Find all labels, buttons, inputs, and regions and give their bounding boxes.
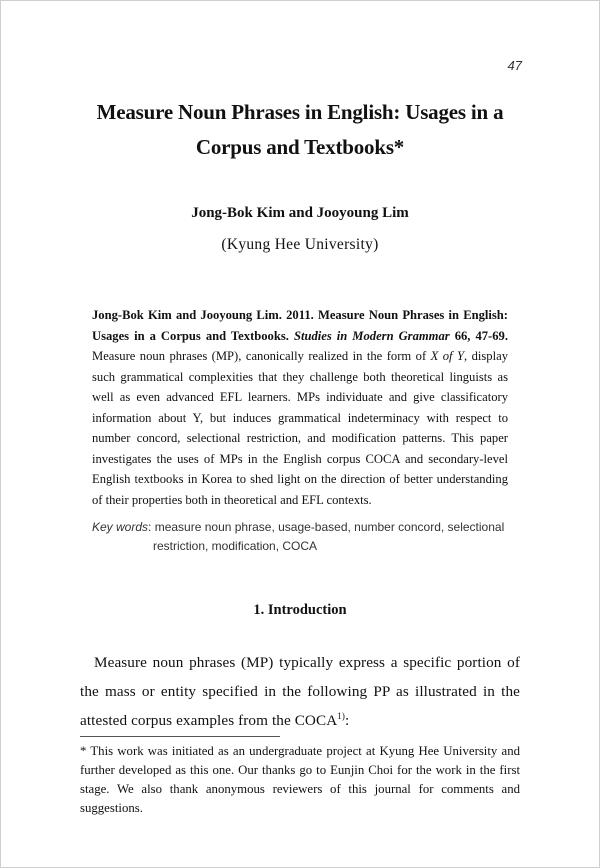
keywords-label: Key words	[92, 520, 149, 534]
authors: Jong-Bok Kim and Jooyoung Lim	[191, 205, 409, 221]
paper-title	[60, 95, 540, 165]
page-number: 47	[507, 58, 522, 73]
abstract	[92, 305, 508, 510]
paper-title-line2: Corpus and Textbooks*	[195, 135, 405, 159]
abstract-journal: Studies in Modern Grammar	[293, 328, 450, 343]
keywords-line2: restriction, modification, COCA	[153, 539, 318, 553]
keywords-line1: : measure noun phrase, usage-based, number concord, selectional	[148, 520, 505, 534]
abstract-form: X of Y	[430, 349, 465, 363]
keywords	[92, 518, 512, 556]
abstract-text-part1: Measure noun phrases (MP), canonically realized in the form of	[92, 349, 427, 363]
section-heading: 1. Introduction	[253, 602, 347, 618]
footnote: * This work was initiated as an undergraduate project at Kyung Hee University and further developed as this one. Our thanks go to Eunjin Choi for the work in the first stage. We also thank anonymous reviewers of this journal for comments and suggestions.	[80, 744, 520, 815]
footnote-rule	[80, 736, 280, 737]
abstract-volume-pages: 66, 47-69.	[454, 328, 508, 343]
paper-title-line1: Measure Noun Phrases in English: Usages in a	[96, 100, 504, 124]
footnote-mark: 1)	[337, 710, 345, 721]
body-paragraph-end: :	[345, 712, 350, 729]
abstract-citation: Jong-Bok Kim and Jooyoung Lim. 2011. Measure Noun Phrases in English: Usages in a Corpus and Textbooks.	[92, 308, 508, 343]
body-paragraph	[80, 648, 520, 735]
abstract-text-part2: , display such grammatical complexities that they challenge both theoretical linguists as well as even advanced EFL learners. MPs individuate and give classificatory information about Y, but induces grammatical indeterminacy with respect to number concord, selectional restriction, and modification patterns. This paper investigates the uses of MPs in the English corpus COCA and secondary-level English textbooks in Korea to shed light on the direction of better understanding of their properties both in theoretical and EFL contexts.	[92, 349, 508, 507]
affiliation: (Kyung Hee University)	[221, 236, 379, 253]
body-paragraph-text: Measure noun phrases (MP) typically express a specific portion of the mass or entity specified in the following PP as illustrated in the attested corpus examples from the COCA	[80, 654, 520, 729]
